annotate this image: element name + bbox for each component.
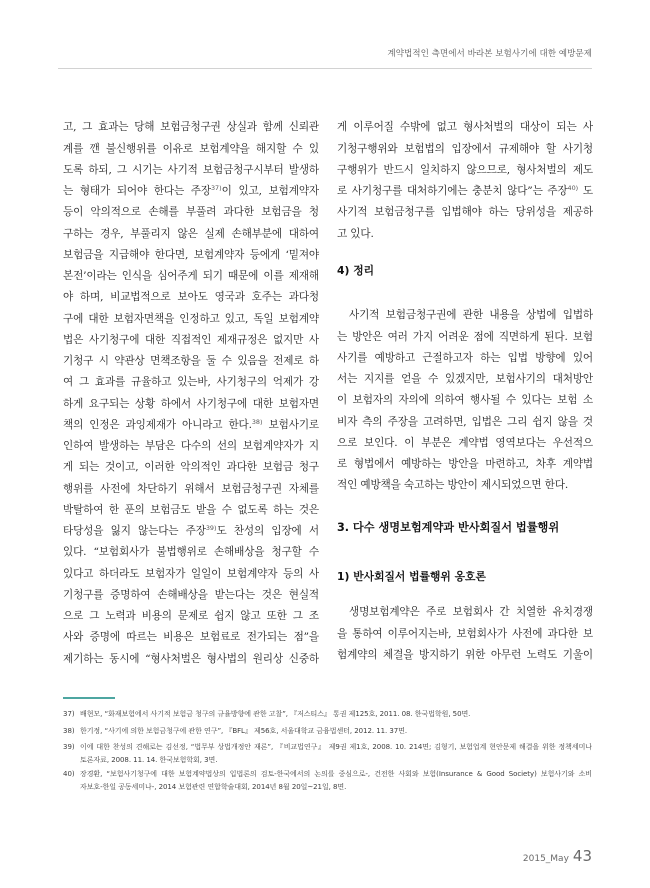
summary-heading: 4) 정리 <box>337 264 375 277</box>
line-text: 야 하며, 비교법적으로 보아도 영국과 호주는 과다청 <box>63 291 319 304</box>
line-text: 생명보험계약은 주로 보험회사 간 치열한 유치경쟁 <box>349 606 593 619</box>
text-line <box>63 606 319 627</box>
footnote <box>63 768 592 794</box>
page-footer <box>523 846 592 869</box>
line-text: 한기정, “사기에 의한 보험금청구에 관한 연구”, 『BFL』 제56호, 서울대학교 금융법센터, 2012. 11. 37면. <box>80 727 408 735</box>
footnote-text <box>80 708 592 721</box>
text-line <box>80 781 592 794</box>
line-text: 비자 측의 주장을 고려하면, 입법은 그리 쉽지 않을 것 <box>337 415 593 428</box>
text-line <box>63 160 319 181</box>
footnote-ref: 40) <box>567 184 579 193</box>
line-text: 도록 하되, 그 시기는 사기적 보험금청구시부터 발생하 <box>63 163 319 176</box>
line-text: 로 형법에서 예방하는 방안을 마련하고, 차후 계약법 <box>337 458 593 471</box>
footnote <box>63 725 592 738</box>
line-text: 도 <box>578 185 593 198</box>
right-column-paragraph <box>337 117 593 245</box>
text-line <box>63 287 319 308</box>
line-text: 있다고 하더라도 보험자가 일일이 보험계약자 등의 사 <box>63 567 319 580</box>
text-line <box>337 412 593 433</box>
line-text: 사기를 예방하고 근절하고자 하는 입법 방향에 있어 <box>337 351 593 364</box>
text-line <box>63 415 319 436</box>
line-text: 이 있고, 보험계약자 <box>221 185 319 198</box>
text-line <box>63 351 319 372</box>
left-column-paragraph <box>63 117 319 670</box>
text-line <box>63 202 319 223</box>
line-text: 타당성을 잃지 않는다는 주장 <box>63 525 206 538</box>
line-text: 사기적 보험금청구를 입법해야 하는 당위성을 제공하 <box>337 206 593 219</box>
footnote-ref: 38) <box>251 417 263 426</box>
line-text: 는 형태가 되어야 한다는 주장 <box>63 185 211 198</box>
footnote-text <box>80 725 592 738</box>
text-line <box>63 457 319 478</box>
text-line <box>63 521 319 542</box>
line-text: 사기적 보험금청구권에 관한 내용을 상법에 입법하 <box>349 309 593 322</box>
text-line <box>337 305 593 326</box>
line-text: 고 있다. <box>337 227 374 240</box>
text-line <box>63 245 319 266</box>
text-line <box>337 454 593 475</box>
line-text: 로 사기청구를 대처하기에는 충분치 않다”는 주장 <box>337 185 568 198</box>
text-line <box>63 500 319 521</box>
text-line <box>80 725 592 738</box>
text-line <box>337 117 593 138</box>
text-line <box>63 181 319 202</box>
line-text: 등이 악의적으로 손해를 부풀려 과다한 보험금을 청 <box>63 206 319 219</box>
running-header: 계약법적인 측면에서 바라본 보험사기에 대한 예방문제 <box>387 49 592 59</box>
text-line <box>63 330 319 351</box>
footnote-text <box>80 741 592 767</box>
footnote-number: 37) <box>63 710 75 718</box>
line-text: 계를 깬 불신행위를 이유로 보험계약을 해지할 수 있 <box>63 142 319 155</box>
line-text: 기청구 시 약관상 면책조항을 둘 수 있음을 전제로 하 <box>63 355 319 368</box>
text-line <box>337 624 593 645</box>
line-text: 장경환, “보험사기청구에 대한 보험계약법상의 입법론의 검토-한국에서의 논의를 중심으로-, 건전한 사회와 보험(Insurance & Good Society) 보험사기와 소비 <box>80 769 592 778</box>
line-text: 험계약의 체결을 방지하기 위한 아무런 노력도 기울이 <box>337 648 593 661</box>
line-text: 기청구를 증명하여 손해배상을 받는다는 것은 현실적 <box>63 588 319 601</box>
line-text: 보험금을 지급해야 한다면, 보험계약자 등에게 ‘밑져야 <box>63 248 319 261</box>
section-heading: 3. 다수 생명보험계약과 반사회질서 법률행위 <box>337 521 560 534</box>
text-line <box>337 139 593 160</box>
text-line <box>63 585 319 606</box>
footnote-number: 39) <box>63 743 75 751</box>
text-line <box>337 369 593 390</box>
footnote-number: 38) <box>63 727 75 735</box>
subsection-heading: 1) 반사회질서 법률행위 옹호론 <box>337 570 486 583</box>
text-line <box>63 266 319 287</box>
text-line <box>63 479 319 500</box>
line-text: 제기하는 동시에 “형사처벌은 형사법의 원리상 신중하 <box>63 652 319 665</box>
footnote-ref: 37) <box>210 184 222 193</box>
text-line <box>337 602 593 623</box>
text-line <box>80 754 592 767</box>
text-line <box>80 708 592 721</box>
line-text: 는 방안은 여러 가지 어려운 점에 직면하게 된다. 보험 <box>337 330 593 343</box>
line-text: 박탈하여 한 푼의 보험금도 받을 수 없도록 하는 것은 <box>63 503 319 516</box>
line-text: 게 되는 것이고, 이러한 악의적인 과다한 보험금 청구 <box>63 461 319 474</box>
text-line <box>63 224 319 245</box>
line-text: 책의 인정은 과잉제재가 아니라고 한다. <box>63 418 252 431</box>
line-text: 으로 보인다. 이 부분은 계약법 영역보다는 우선적으 <box>337 436 593 449</box>
text-line <box>337 348 593 369</box>
text-line <box>337 181 593 202</box>
text-line <box>337 645 593 666</box>
line-text: 구에 대한 보험자면책을 인정하고 있고, 독일 보험계약 <box>63 312 319 325</box>
text-line <box>337 475 593 496</box>
line-text: 여 그 효과를 규율하고 있는바, 사기청구의 억제가 강 <box>63 376 319 389</box>
issue-label: 2015_May <box>522 854 569 864</box>
line-text: 배현모, “화재보험에서 사기적 보험금 청구의 규율방향에 관한 고찰”, 『저스티스』 통권 제125호, 2011. 08. 한국법학원, 50면. <box>80 710 471 718</box>
text-line <box>337 327 593 348</box>
footnote <box>63 741 592 767</box>
text-line <box>63 394 319 415</box>
text-line <box>337 160 593 181</box>
text-line <box>63 139 319 160</box>
line-text: 기청구행위와 보험법의 입장에서 규제해야 할 사기청 <box>337 142 593 155</box>
line-text: 보험사기로 <box>262 418 319 431</box>
footnote-number: 40) <box>63 769 75 778</box>
line-text: 자보호-한일 공동세미나-, 2014 보험관련 연합학술대회, 2014년 8월 20일~21일, 8면. <box>80 782 347 791</box>
summary-paragraph <box>337 305 593 496</box>
line-text: 을 통하여 이루어지는바, 보험회사가 사전에 과다한 보 <box>337 627 593 640</box>
text-line <box>63 309 319 330</box>
line-text: 게 이루어질 수밖에 없고 형사처벌의 대상이 되는 사 <box>337 121 593 134</box>
line-text: 인하여 발생하는 부담은 다수의 선의 보험계약자가 지 <box>63 440 319 453</box>
subsection-paragraph <box>337 602 593 666</box>
line-text: 하게 요구되는 상황 하에서 사기청구에 대한 보험자면 <box>63 397 319 410</box>
text-line <box>63 542 319 563</box>
line-text: 행위를 사전에 차단하기 위해서 보험금청구권 자체를 <box>63 482 319 495</box>
text-line <box>337 390 593 411</box>
text-line <box>337 202 593 223</box>
line-text: 도 찬성의 입장에 서 <box>216 525 319 538</box>
page-number: 43 <box>572 847 592 865</box>
line-text: 구하는 경우, 부풀리지 않은 실제 손해부분에 대하여 <box>63 227 319 240</box>
text-line <box>63 627 319 648</box>
text-line <box>63 117 319 138</box>
footnote-ref: 39) <box>205 524 217 533</box>
text-line <box>80 741 592 754</box>
text-line <box>63 372 319 393</box>
text-line <box>63 564 319 585</box>
text-line <box>63 436 319 457</box>
line-text: 본전’이라는 인식을 심어주게 되기 때문에 이를 제재해 <box>63 270 319 283</box>
line-text: 이에 대한 찬성의 견해로는 김선정, “법무부 상법개정안 재론”, 『비교법연구』 제9권 제1호, 2008. 10. 214면; 김형기, 보험업계 현안문제 해결을 위한 정책세미나 <box>80 743 592 751</box>
line-text: 토론자료, 2008. 11. 14. 한국보험학회, 3면. <box>80 756 218 764</box>
text-line <box>337 433 593 454</box>
line-text: 법은 사기청구에 대한 직접적인 제재규정은 없지만 사 <box>63 333 319 346</box>
text-line <box>80 768 592 781</box>
line-text: 구행위가 반드시 일치하지 않으므로, 형사처벌의 제도 <box>337 163 593 176</box>
line-text: 이 보험자의 자의에 의하여 행사될 수 있다는 보험 소 <box>337 394 593 407</box>
header-rule <box>58 68 592 69</box>
text-line <box>63 649 319 670</box>
text-line <box>337 224 593 245</box>
line-text: 으로 그 노력과 비용의 문제로 쉽지 않고 또한 그 조 <box>63 610 319 623</box>
footnote <box>63 708 592 721</box>
line-text: 고, 그 효과는 당해 보험금청구권 상실과 함께 신뢰관 <box>63 121 319 134</box>
footnote-rule <box>63 697 115 699</box>
line-text: 사와 증명에 따르는 비용은 보험료로 전가되는 점”을 <box>63 631 319 644</box>
line-text: 적인 예방책을 숙고하는 방안이 제시되었으면 한다. <box>337 479 569 492</box>
footnote-text <box>80 768 592 794</box>
line-text: 있다. “보험회사가 불법행위로 손해배상을 청구할 수 <box>63 546 319 559</box>
line-text: 서는 지지를 얻을 수 있겠지만, 보험사기의 대처방안 <box>337 373 593 386</box>
